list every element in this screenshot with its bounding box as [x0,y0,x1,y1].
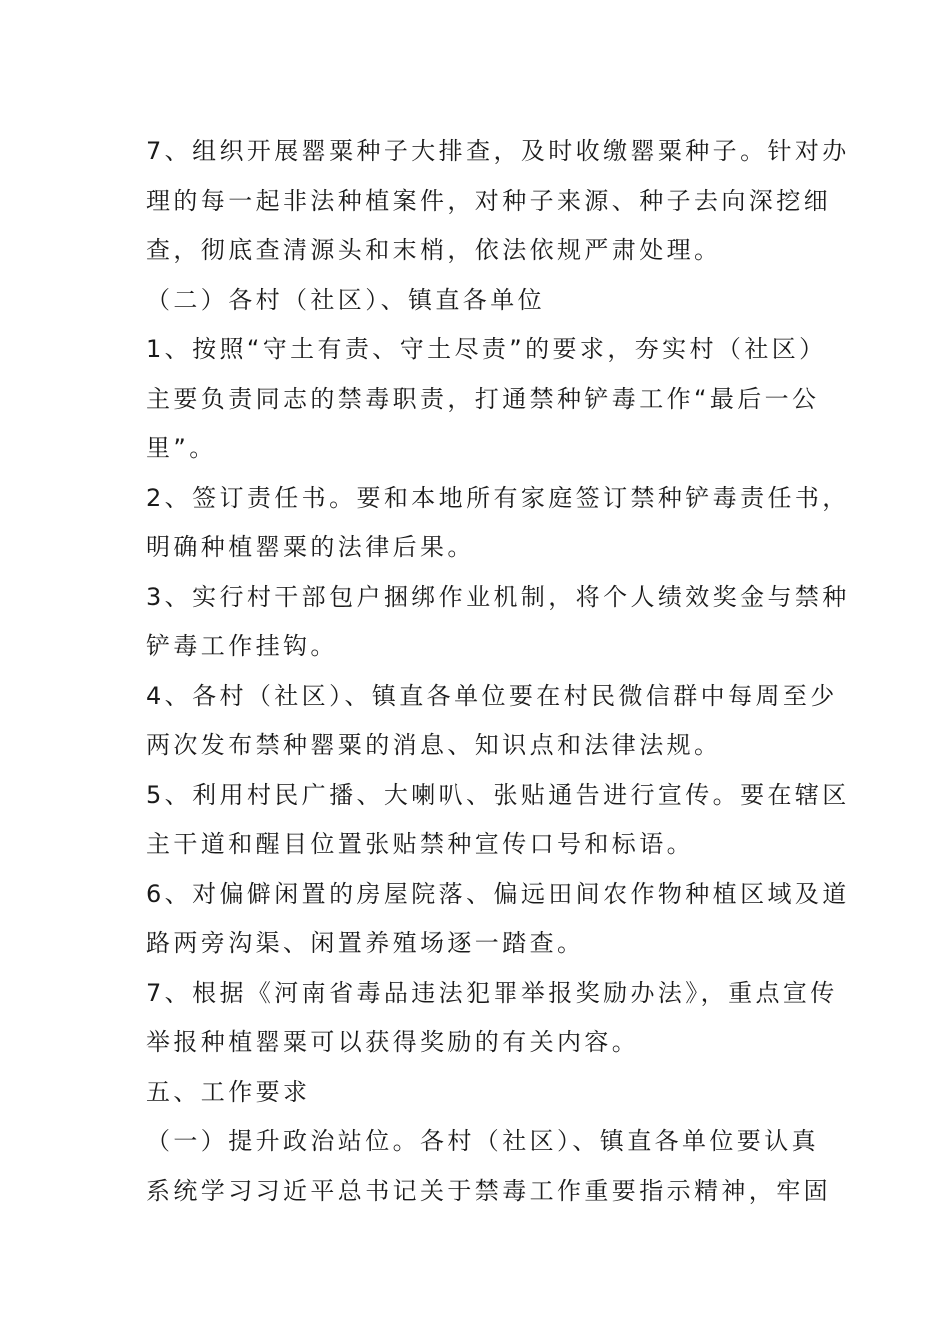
paragraph-item-4 [146,672,838,771]
text-line: 理的每一起非法种植案件，对种子来源、种子去向深挖细 [146,186,831,215]
text-line: 1、按照“守土有责、守土尽责”的要求，夯实村（社区） [146,335,827,363]
text-line: 路两旁沟渠、闲置养殖场逐一踏查。 [146,929,585,957]
text-line: 铲毒工作挂钩。 [146,632,338,660]
text-line: 3、实行村干部包户捆绑作业机制，将个人绩效奖金与禁种 [146,582,850,611]
text-line: 7、组织开展罂粟种子大排查，及时收缴罂粟种子。针对办 [146,137,850,165]
text-line: 主干道和醒目位置张贴禁种宣传口号和标语。 [146,830,694,858]
paragraph-item-1 [146,325,827,474]
paragraph-item-5 [146,771,850,870]
text-line: 5、利用村民广播、大喇叭、张贴通告进行宣传。要在辖区 [146,780,850,809]
text-line: （一）提升政治站位。各村（社区）、镇直各单位要认真 [146,1127,819,1155]
section-heading-requirements [146,1068,808,1118]
paragraph-seed-investigation [146,127,850,276]
text-line: 4、各村（社区）、镇直各单位要在村民微信群中每周至少 [146,681,838,710]
paragraph-item-6 [146,870,850,969]
paragraph-item-2 [146,474,850,573]
text-line: 7、根据《河南省毒品违法犯罪举报奖励办法》，重点宣传 [146,978,838,1007]
text-line: 五、工作要求 [146,1077,311,1106]
text-line: （二）各村（社区）、镇直各单位 [146,285,545,314]
paragraph-item-3 [146,573,850,672]
section-heading-villages [146,276,808,326]
text-line: 举报种植罂粟可以获得奖励的有关内容。 [146,1028,640,1056]
text-line: 明确种植罂粟的法律后果。 [146,533,475,561]
text-line: 两次发布禁种罂粟的消息、知识点和法律法规。 [146,731,722,759]
text-line: 2、签订责任书。要和本地所有家庭签订禁种铲毒责任书， [146,483,850,512]
document-body [146,127,850,1216]
paragraph-political-stance [146,1117,831,1216]
text-line: 主要负责同志的禁毒职责，打通禁种铲毒工作“最后一公 [146,384,820,413]
text-line: 6、对偏僻闲置的房屋院落、偏远田间农作物种植区域及道 [146,879,850,908]
text-line: 里”。 [146,434,217,462]
paragraph-item-7 [146,969,838,1068]
text-line: 系统学习习近平总书记关于禁毒工作重要指示精神，牢固 [146,1176,831,1205]
text-line: 查，彻底查清源头和末梢，依法依规严肃处理。 [146,236,722,264]
